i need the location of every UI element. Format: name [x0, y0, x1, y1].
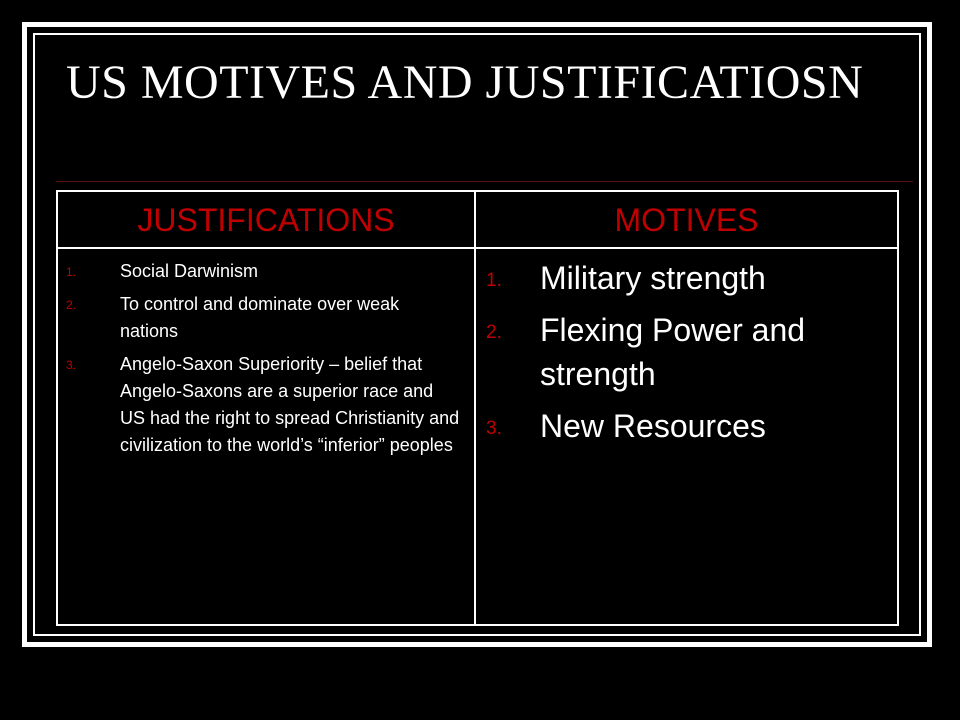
title-divider [56, 181, 913, 182]
justification-text: To control and dominate over weak nations [120, 294, 400, 341]
justification-item [66, 258, 462, 285]
motive-item [486, 308, 886, 396]
list-number: 2. [66, 298, 77, 312]
justification-text: Social Darwinism [120, 261, 259, 281]
motive-text: New Resources [540, 408, 766, 444]
list-number: 3. [66, 358, 77, 372]
motives-header: MOTIVES [614, 202, 759, 238]
list-number: 3. [486, 418, 502, 439]
list-number: 2. [486, 322, 502, 343]
slide-title: US MOTIVES AND JUSTIFICATIOSN [66, 56, 864, 109]
motive-text: Military strength [540, 260, 766, 296]
list-number: 1. [486, 270, 502, 291]
justifications-list [66, 258, 462, 465]
justification-item [66, 291, 462, 345]
list-number: 1. [66, 265, 77, 279]
table-header-divider [56, 247, 899, 249]
justification-text: Angelo-Saxon Superiority – belief that Angelo-Saxons are a superior race and US had the right to spread Christianity and civilization to the world’s “inferior” peoples [120, 354, 460, 455]
table-column-divider [474, 190, 476, 626]
motive-text: Flexing Power and strength [540, 312, 806, 392]
motive-item [486, 404, 886, 448]
justification-item [66, 351, 462, 459]
motives-list [486, 256, 886, 456]
motive-item [486, 256, 886, 300]
justifications-header: JUSTIFICATIONS [137, 202, 395, 238]
